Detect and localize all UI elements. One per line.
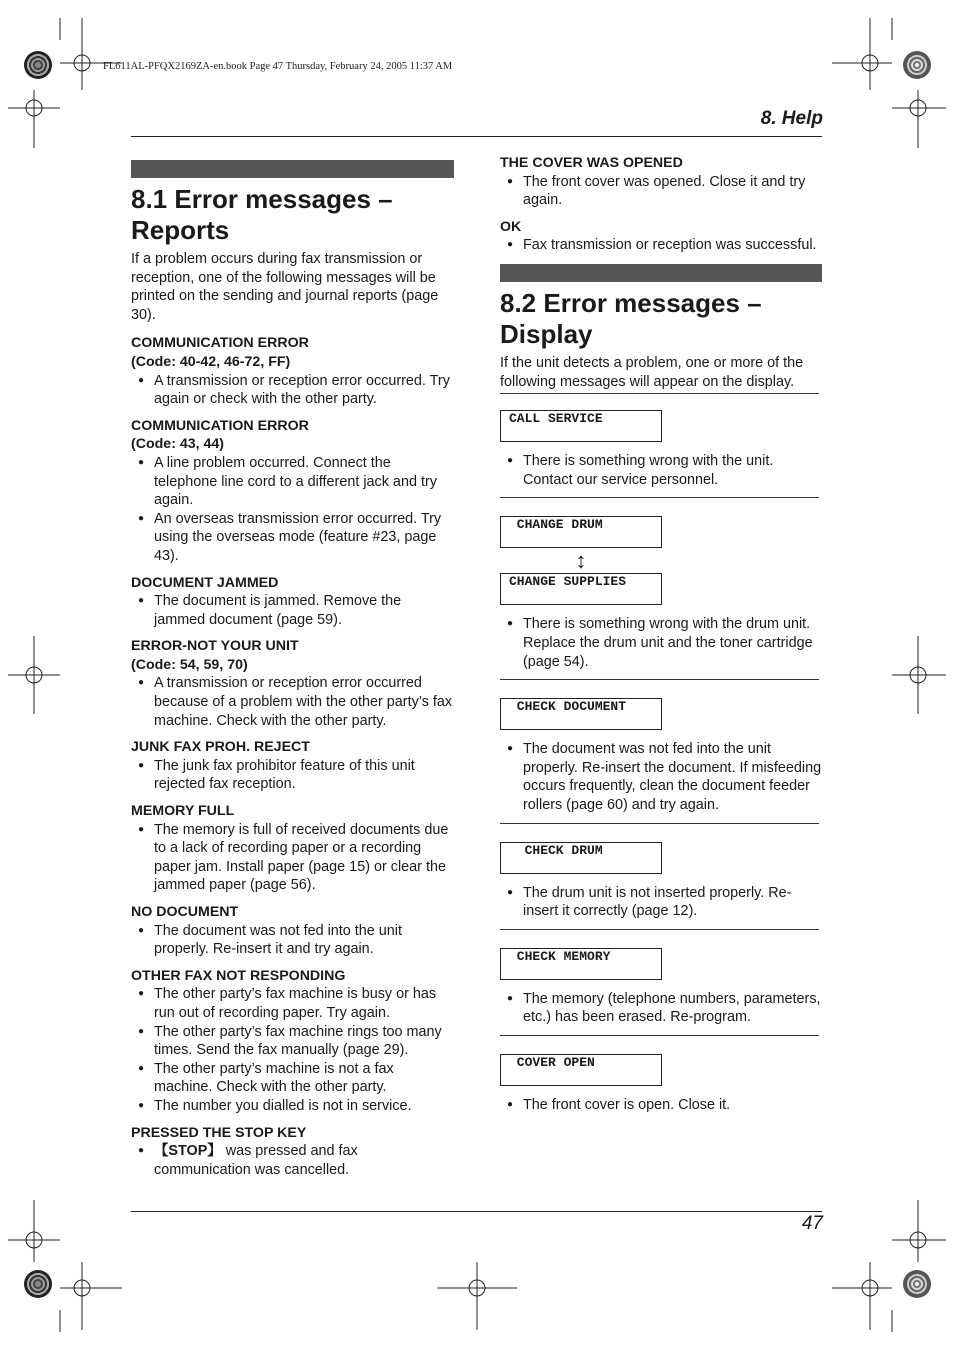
bullet-list <box>500 173 822 210</box>
message-term: PRESSED THE STOP KEY <box>131 1124 307 1141</box>
message-term: COMMUNICATION ERROR (Code: 43, 44) <box>131 417 454 454</box>
separator <box>500 929 819 930</box>
list-item: ● A transmission or reception error occurred. Try again or check with the other party. <box>154 372 454 409</box>
bullet-list <box>500 615 822 671</box>
list-item: ● A line problem occurred. Connect the telephone line cord to a different jack and try again. <box>154 454 454 510</box>
alternating-arrow-icon: ↕ <box>575 548 587 574</box>
message-term: THE COVER WAS OPENED <box>500 155 683 171</box>
message-term: DOCUMENT JAMMED <box>131 574 279 591</box>
bullet-list <box>500 884 822 921</box>
display-message: COVER OPEN <box>500 1054 662 1086</box>
list-item: ● The memory is full of received documents due to a lack of recording paper or a recording paper jam. Install paper (page 15) or clear the jammed paper (page 56). <box>154 821 454 895</box>
display-message: CHANGE SUPPLIES <box>500 573 662 605</box>
list-item: ● The other party’s machine is not a fax machine. Check with the other party. <box>154 1060 454 1097</box>
chapter-heading: 8. Help <box>760 108 823 129</box>
message-term: ERROR-NOT YOUR UNIT (Code: 54, 59, 70) <box>131 637 454 674</box>
list-item: ● An overseas transmission error occurred. Try using the overseas mode (feature #23, page 43). <box>154 510 454 566</box>
list-item: ● 【STOP】 was pressed and fax communication was cancelled. <box>154 1142 454 1179</box>
bullet-list <box>500 740 822 814</box>
list-item: ● The number you dialled is not in service. <box>154 1097 454 1116</box>
message-term: MEMORY FULL <box>131 803 235 820</box>
section-intro: If a problem occurs during fax transmission or reception, one of the following messages will be printed on the sending and journal reports (page 30). <box>131 251 439 323</box>
section-bar <box>500 264 822 282</box>
display-message: CALL SERVICE <box>500 410 662 442</box>
bullet-list <box>500 236 822 255</box>
bullet-list <box>131 454 454 566</box>
list-item: ● The other party’s fax machine is busy or has run out of recording paper. Try again. <box>154 985 454 1022</box>
message-term: COMMUNICATION ERROR (Code: 40-42, 46-72, FF) <box>131 334 454 371</box>
list-item: ● The document was not fed into the unit properly. Re-insert it and try again. <box>154 922 454 959</box>
message-term: JUNK FAX PROH. REJECT <box>131 739 310 756</box>
footer-rule <box>131 1211 822 1212</box>
bullet-list <box>131 592 454 629</box>
display-message: CHANGE DRUM <box>500 516 662 548</box>
list-item: ● There is something wrong with the unit. Contact our service personnel. <box>523 452 822 489</box>
list-item: ● The front cover is open. Close it. <box>523 1096 822 1115</box>
section-title: 8.2 Error messages – Display <box>500 287 762 349</box>
bullet-list <box>500 452 822 489</box>
left-column <box>131 160 454 1179</box>
message-term: OK <box>500 218 522 235</box>
message-term: NO DOCUMENT <box>131 904 239 920</box>
bullet-list <box>500 1096 822 1115</box>
error-code: (Code: 54, 59, 70) <box>131 656 248 673</box>
list-item: ● The drum unit is not inserted properly. Re-insert it correctly (page 12). <box>523 884 822 921</box>
list-item: ● The memory (telephone numbers, parameters, etc.) has been erased. Re-program. <box>523 990 822 1027</box>
list-item: ● A transmission or reception error occurred because of a problem with the other party’s fax machine. Check with the other party. <box>154 674 454 730</box>
section-bar <box>131 160 454 178</box>
header-rule <box>131 136 822 137</box>
bullet-list <box>131 1142 454 1179</box>
display-message: CHECK DOCUMENT <box>500 698 662 730</box>
bullet-list <box>131 372 454 409</box>
separator <box>500 393 819 394</box>
display-message: CHECK DRUM <box>500 842 662 874</box>
list-item: ● There is something wrong with the drum unit. Replace the drum unit and the toner cartridge (page 54). <box>523 615 822 671</box>
list-item: ● Fax transmission or reception was successful. <box>523 236 822 255</box>
list-item: ● The other party’s fax machine rings too many times. Send the fax manually (page 29). <box>154 1023 454 1060</box>
bullet-list <box>131 674 454 730</box>
separator <box>500 823 819 824</box>
file-info: FL611AL-PFQX2169ZA-en.book Page 47 Thursday, February 24, 2005 11:37 AM <box>103 61 453 72</box>
error-code: (Code: 40-42, 46-72, FF) <box>131 353 291 370</box>
section-title: 8.1 Error messages – Reports <box>131 184 393 245</box>
bullet-list <box>500 990 822 1027</box>
separator <box>500 497 819 498</box>
bullet-list <box>131 757 454 794</box>
error-code: (Code: 43, 44) <box>131 436 225 453</box>
message-term: OTHER FAX NOT RESPONDING <box>131 967 346 984</box>
bullet-list <box>131 922 454 959</box>
bullet-list <box>131 821 454 895</box>
bullet-list <box>131 985 454 1115</box>
section-intro: If the unit detects a problem, one or more of the following messages will appear on the display. <box>500 354 804 390</box>
list-item: ● The document was not fed into the unit properly. Re-insert the document. If misfeeding occurs frequently, clean the document feeder rollers (page 60) and try again. <box>523 740 822 814</box>
stop-key-label: 【STOP】 <box>154 1143 222 1160</box>
right-column <box>500 154 822 1114</box>
separator <box>500 679 819 680</box>
list-item: ● The front cover was opened. Close it and try again. <box>523 173 822 210</box>
list-item: ● The junk fax prohibitor feature of this unit rejected fax reception. <box>154 757 454 794</box>
page-number: 47 <box>801 1213 823 1234</box>
separator <box>500 1035 819 1036</box>
display-message: CHECK MEMORY <box>500 948 662 980</box>
list-item: ● The document is jammed. Remove the jammed document (page 59). <box>154 592 454 629</box>
